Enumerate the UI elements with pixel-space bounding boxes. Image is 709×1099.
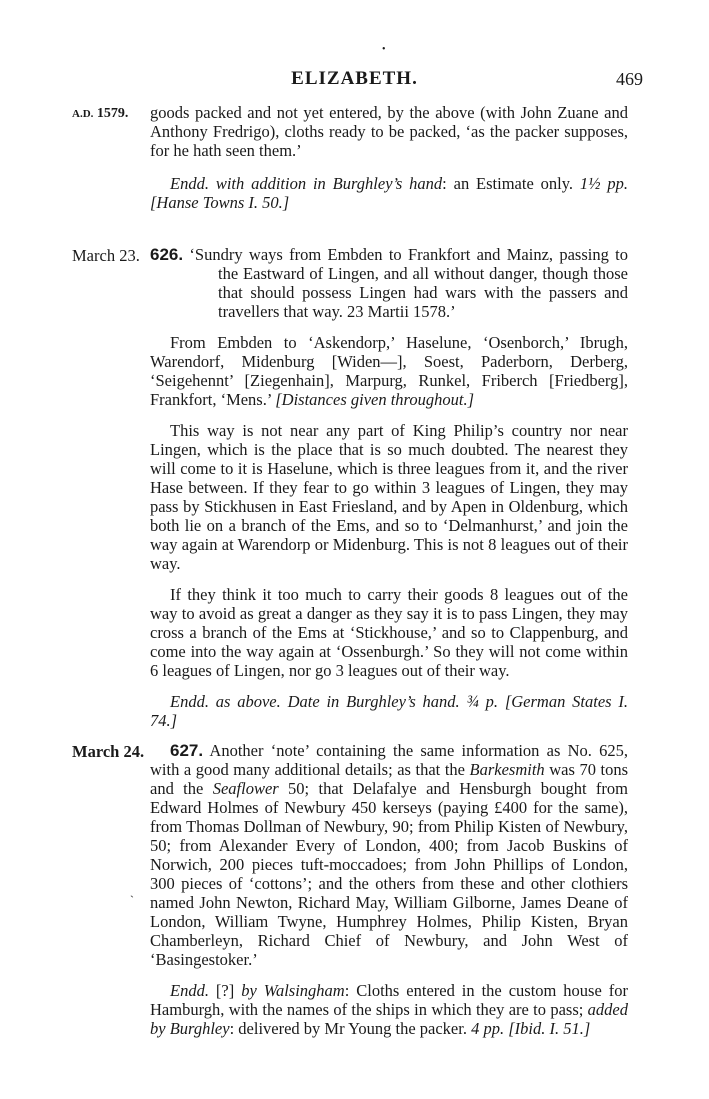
year: 1579. <box>96 106 129 121</box>
entry-626-title: ‘Sundry ways from Embden to Frankfort and Mainz, passing to the Eastward of Lingen, and all without danger, though those that should possess Lingen had wars with the passers and travellers that way. 23 Martii 1578.’ <box>189 245 629 321</box>
entry-626-route <box>150 333 628 409</box>
e627-pages: 4 pp. <box>471 1019 505 1038</box>
endorsement-pages: 1½ pp. <box>579 174 628 193</box>
entry-626-paragraph-2: This way is not near any part of King Philip’s country nor near Lingen, which is the place that is so much doubted. The nearest they will come to it is Haselune, which is three leagues from it, and the river Hase between. If they fear to go within 3 leagues of Lingen, they may pass by Stickhusen in East Friesland, and by Apen in Oldenburg, which both lie on a branch of the Ems, and so to ‘Delmanhurst,’ and join the way again at Warendorp or Midenburg. This is not 8 leagues out of their way. <box>150 421 628 573</box>
ad-prefix: A.D. <box>72 108 94 120</box>
endorsement-ref: [Hanse Towns I. 50.] <box>150 193 290 212</box>
decorative-dot: • <box>382 44 386 55</box>
continuation-text: goods packed and not yet entered, by the above (with John Zuane and Anthony Fredrigo), cloths ready to be packed, ‘as the packer supposes, for he hath seen them.’ <box>150 103 628 160</box>
page-number: 469 <box>616 69 643 89</box>
continuation-endorsement <box>150 174 628 212</box>
endorsement-lead: Endd. with addition in Burghley’s hand <box>170 174 443 193</box>
entry-626-heading <box>150 245 628 321</box>
running-title: ELIZABETH. <box>291 68 418 89</box>
entry-626-paragraph-3: If they think it too much to carry their goods 8 leagues out of the way to avoid as great a danger as they say it is to pass Lingen, they may cross a branch of the Ems at ‘Stickhouse,’ and so to Clappenburg, and come into the way again at ‘Ossenburgh.’ So they will not come within 6 leagues of Lingen, nor go 3 leagues out of their way. <box>150 585 628 680</box>
entry-627-endorsement <box>150 981 628 1038</box>
e627-rest1: : Cloths entered in the custom house for Hamburgh, with the names of the ships in which they are to pass; <box>150 981 628 1019</box>
margin-mark: ` <box>130 893 134 907</box>
entry-627-text-a: Another ‘note’ containing the same information as No. 625, with a good many additional details; as that the <box>150 741 629 779</box>
entry-627-text-c: 50; that Delafalye and Hensburgh bought from Edward Holmes of Newbury 450 kerseys (paying £400 for the same), from Thomas Dollman of Newbury, 90; from Philip Kisten of Newbury, 50; from Alexander Every of London, 400; from Jacob Buskins of Norwich, 200 pieces tuft-moccadoes; from John Phillips of London, 300 pieces of ‘cottons’; and the others from these and other clothiers named John Newton, Richard May, William Gilborne, James Deane of London, William Twyne, Humphrey Holmes, Philip Kisten, Bryan Chamberleyn, Richard Chief of Newbury, and John West of ‘Basingestoker.’ <box>150 779 628 969</box>
e627-q: [?] <box>215 981 235 1000</box>
entry-627-body <box>150 741 628 969</box>
entry-626-number: 626. <box>150 245 184 264</box>
entry-627-number: 627. <box>170 741 204 760</box>
entry-627-text-b: was 70 tons and the <box>150 760 628 798</box>
e627-ref: [Ibid. I. 51.] <box>508 1019 591 1038</box>
entry-626-route-note: [Distances given throughout.] <box>275 390 474 409</box>
e627-added: added by Burghley <box>150 1000 628 1038</box>
e627-lead: Endd. <box>170 981 209 1000</box>
e627-by: by Walsingham <box>241 981 345 1000</box>
entry-626-route-text: From Embden to ‘Askendorp,’ Haselune, ‘Osenborch,’ Ibrugh, Warendorf, Midenburg [Widen—], Soest, Paderborn, Derberg, ‘Seigehennt’ [Ziegenhain], Marpurg, Runkel, Friberch [Friedberg], Frankfort, ‘Mens.’ <box>150 333 628 409</box>
entry-continuation <box>150 103 628 212</box>
ship-name-2: Seaflower <box>212 779 279 798</box>
entry-626 <box>150 245 628 730</box>
entry-627-date: March 24. <box>72 742 145 761</box>
entry-626-date: March 23. <box>72 246 140 265</box>
e627-rest2: : delivered by Mr Young the packer. <box>229 1019 467 1038</box>
entry-626-endorsement: Endd. as above. Date in Burghley’s hand. ¾ p. [German States I. 74.] <box>150 692 628 730</box>
endorsement-rest: : an Estimate only. <box>442 174 574 193</box>
entry-627 <box>150 741 628 1038</box>
ship-name-1: Barkesmith <box>469 760 545 779</box>
year-margin <box>72 106 128 122</box>
